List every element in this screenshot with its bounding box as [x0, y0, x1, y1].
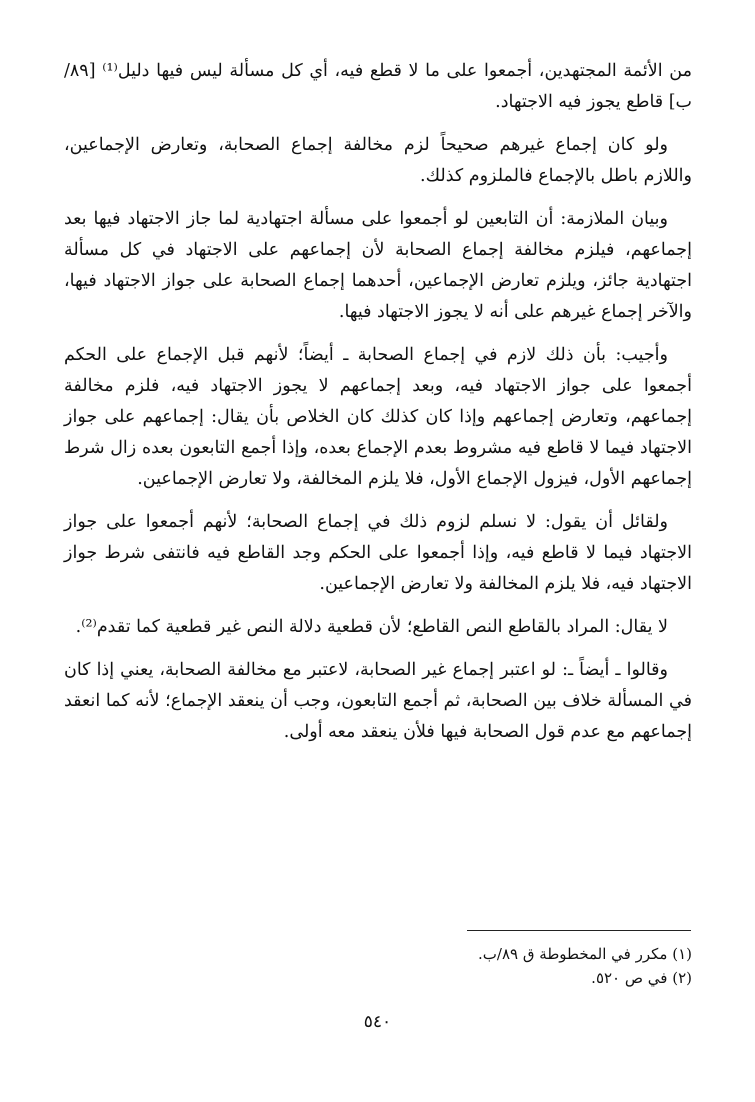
paragraph-1: من الأئمة المجتهدين، أجمعوا على ما لا قطع فيه، أي كل مسألة ليس فيها دليل⁽¹⁾ [٨٩/ب] قاطع يجوز فيه الاجتهاد.: [64, 61, 692, 112]
paragraph-7: وقالوا ـ أيضاً ـ: لو اعتبر إجماع غير الصحابة، لاعتبر مع مخالفة الصحابة، يعني إذا كان في المسألة خلاف بين الصحابة، ثم أجمع التابعون، وجب أن ينعقد الإجماع؛ لأنه كما انعقد إجماعهم مع عدم قول الصحابة فيها فلأن ينعقد معه أولى.: [64, 660, 692, 742]
paragraph-3: وبيان الملازمة: أن التابعين لو أجمعوا على مسألة اجتهادية لما جاز الاجتهاد فيها بعد إجماعهم، فيلزم مخالفة إجماع الصحابة لأن إجماعهم على الاجتهاد في كل مسألة اجتهادية جائز، ويلزم تعارض الإجماعين، أحدهما إجماع الصحابة على جواز الاجتهاد فيها، والآخر إجماع غيرهم على أنه لا يجوز الاجتهاد فيها.: [64, 209, 692, 322]
main-text: [64, 56, 692, 760]
footnotes: [64, 942, 692, 990]
page-number: ٥٤٠: [363, 1012, 392, 1032]
paragraph-6: لا يقال: المراد بالقاطع النص القاطع؛ لأن قطعية دلالة النص غير قطعية كما تقدم⁽²⁾.: [75, 617, 668, 637]
paragraph-5: ولقائل أن يقول: لا نسلم لزوم ذلك في إجماع الصحابة؛ لأنهم أجمعوا على جواز الاجتهاد فيما لا قاطع فيه، وإذا أجمعوا على الحكم وجد القاطع فيه فانتفى شرط جواز الاجتهاد فيه، فلا يلزم المخالفة ولا تعارض الإجماعين.: [64, 512, 692, 594]
footnote-2: (٢) في ص ٥٢٠.: [591, 969, 692, 987]
footnote-1: (١) مكرر في المخطوطة ق ٨٩/ب.: [478, 945, 692, 963]
paragraph-2: ولو كان إجماع غيرهم صحيحاً لزم مخالفة إجماع الصحابة، وتعارض الإجماعين، واللازم باطل بالإجماع فالملزوم كذلك.: [64, 135, 692, 186]
footnote-divider: [467, 930, 691, 931]
paragraph-4: وأجيب: بأن ذلك لازم في إجماع الصحابة ـ أيضاً؛ لأنهم قبل الإجماع على الحكم أجمعوا على جواز الاجتهاد فيه، وبعد إجماعهم لا يجوز الاجتهاد فيه، فلزم مخالفة إجماعهم، وتعارض إجماعهم وإذا كان كذلك كان الخلاص بأن يقال: إجماعهم على جواز الاجتهاد فيما لا قاطع فيه مشروط بعدم الإجماع بعده، وإذا أجمع التابعون بعده زال شرط إجماعهم الأول، فيزول الإجماع الأول، فلا يلزم المخالفة، ولا تعارض الإجماعين.: [64, 345, 692, 489]
